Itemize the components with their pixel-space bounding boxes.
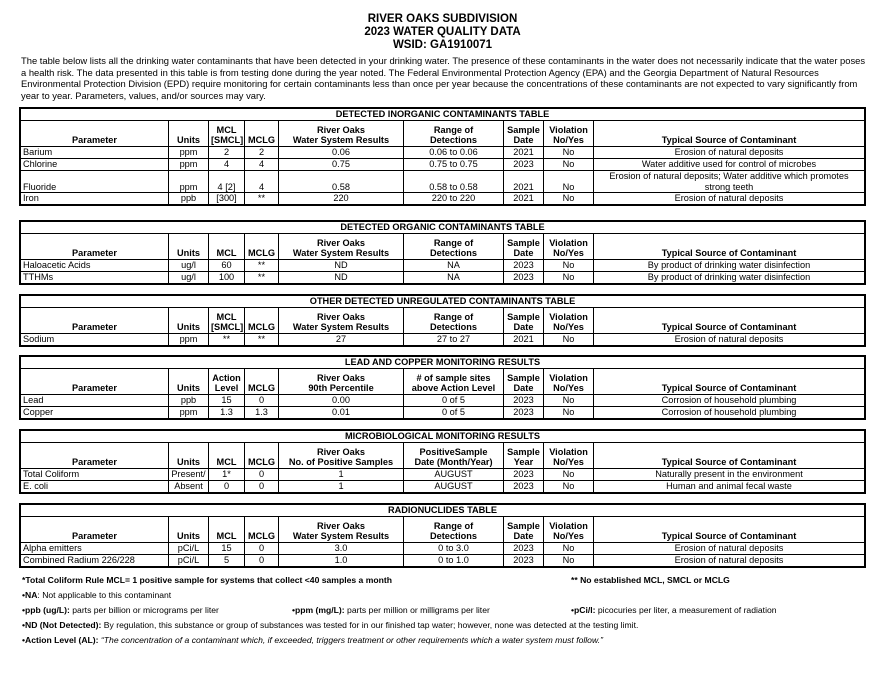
cell-source: Erosion of natural deposits — [594, 555, 865, 567]
cell-units: ppm — [169, 407, 209, 419]
header-mcl: MCL — [209, 517, 245, 543]
cell-source: Erosion of natural deposits — [594, 147, 865, 159]
cell-parameter: Total Coliform — [21, 469, 169, 481]
header-parameter: Parameter — [21, 369, 169, 395]
cell-mclg: 0 — [245, 555, 279, 567]
header-date: Sample Date — [504, 369, 544, 395]
header-units: Units — [169, 121, 209, 147]
cell-units: pCi/L — [169, 555, 209, 567]
cell-source: Erosion of natural deposits — [594, 543, 865, 555]
cell-units: ppm — [169, 147, 209, 159]
cell-violation: No — [544, 260, 594, 272]
organic-grid — [20, 221, 865, 284]
radionuclides-table — [19, 503, 866, 568]
report-title: 2023 WATER QUALITY DATA — [364, 26, 521, 38]
header-row — [21, 369, 865, 395]
header-results: River Oaks Water System Results — [279, 308, 404, 334]
cell-parameter: Copper — [21, 407, 169, 419]
table-title: RADIONUCLIDES TABLE — [21, 505, 865, 517]
header-results: River Oaks Water System Results — [279, 234, 404, 260]
cell-parameter: Haloacetic Acids — [21, 260, 169, 272]
cell-date: 2021 — [504, 171, 544, 193]
cell-mclg: 0 — [245, 469, 279, 481]
cell-violation: No — [544, 272, 594, 284]
cell-units: Present/ — [169, 469, 209, 481]
cell-source: Human and animal fecal waste — [594, 481, 865, 493]
cell-results: ND — [279, 260, 404, 272]
cell-source: Water additive used for control of microbes — [594, 159, 865, 171]
cell-violation: No — [544, 481, 594, 493]
header-source: Typical Source of Contaminant — [594, 369, 865, 395]
cell-range: 0.06 to 0.06 — [404, 147, 504, 159]
cell-date: 2023 — [504, 469, 544, 481]
cell-source: Corrosion of household plumbing — [594, 395, 865, 407]
header-mcl: MCL — [209, 234, 245, 260]
organic-table — [19, 220, 866, 285]
header-source: Typical Source of Contaminant — [594, 308, 865, 334]
header-violation: Violation No/Yes — [544, 121, 594, 147]
header-row — [21, 121, 865, 147]
cell-units: ppm — [169, 159, 209, 171]
cell-units: ppm — [169, 334, 209, 346]
table-row — [21, 334, 865, 346]
cell-parameter: Barium — [21, 147, 169, 159]
document-header — [0, 13, 885, 52]
header-units: Units — [169, 308, 209, 334]
cell-mcl: 15 — [209, 395, 245, 407]
header-mcl: MCL [SMCL] — [209, 308, 245, 334]
cell-violation: No — [544, 555, 594, 567]
cell-mcl: 100 — [209, 272, 245, 284]
header-violation: Violation No/Yes — [544, 369, 594, 395]
cell-range: 0 to 3.0 — [404, 543, 504, 555]
intro-paragraph: The table below lists all the drinking water contaminants that have been detected in your drinking water. The presence of these contaminants in the water does not necessarily indicate that the water poses a health risk. The data presented in this table is from testing done during the year noted. The Federal Environmental Protection Agency (EPA) and the Georgia Department of Natural Resources Environmental Protection Division (EPD) require monitoring for certain contaminants less than once per year because the concentrations of these contaminants are not expected to vary significantly from year to year. Parameters, values, and/or sources may vary. — [21, 55, 866, 101]
unregulated-grid — [20, 295, 865, 346]
header-source: Typical Source of Contaminant — [594, 517, 865, 543]
header-violation: Violation No/Yes — [544, 308, 594, 334]
inorganic-table — [19, 107, 866, 206]
cell-mclg: ** — [245, 260, 279, 272]
table-row — [21, 260, 865, 272]
pci-note: •pCi/l: picocuries per liter, a measurement of radiation — [571, 605, 777, 615]
table-row — [21, 407, 865, 419]
header-range: # of sample sites above Action Level — [404, 369, 504, 395]
cell-violation: No — [544, 147, 594, 159]
cell-mclg: 0 — [245, 481, 279, 493]
cell-range: 0 to 1.0 — [404, 555, 504, 567]
cell-source: Erosion of natural deposits — [594, 193, 865, 205]
header-range: PositiveSample Date (Month/Year) — [404, 443, 504, 469]
cell-violation: No — [544, 159, 594, 171]
cell-units: ppb — [169, 395, 209, 407]
header-date: Sample Year — [504, 443, 544, 469]
table-row — [21, 171, 865, 193]
header-violation: Violation No/Yes — [544, 443, 594, 469]
cell-results: 0.01 — [279, 407, 404, 419]
header-mclg: MCLG — [245, 369, 279, 395]
header-results: River Oaks Water System Results — [279, 517, 404, 543]
cell-parameter: Lead — [21, 395, 169, 407]
table-title: DETECTED ORGANIC CONTAMINANTS TABLE — [21, 222, 865, 234]
cell-date: 2023 — [504, 260, 544, 272]
cell-date: 2023 — [504, 407, 544, 419]
cell-mclg: 4 — [245, 159, 279, 171]
cell-date: 2021 — [504, 334, 544, 346]
cell-units: Absent — [169, 481, 209, 493]
header-units: Units — [169, 443, 209, 469]
cell-range: 220 to 220 — [404, 193, 504, 205]
table-row — [21, 193, 865, 205]
header-range: Range of Detections — [404, 121, 504, 147]
cell-date: 2023 — [504, 555, 544, 567]
lead-copper-table — [19, 355, 866, 420]
cell-parameter: E. coli — [21, 481, 169, 493]
cell-mclg: 1.3 — [245, 407, 279, 419]
cell-source: Corrosion of household plumbing — [594, 407, 865, 419]
cell-violation: No — [544, 193, 594, 205]
header-date: Sample Date — [504, 308, 544, 334]
table-title: OTHER DETECTED UNREGULATED CONTAMINANTS TABLE — [21, 296, 865, 308]
cell-range: 27 to 27 — [404, 334, 504, 346]
table-row — [21, 555, 865, 567]
micro-grid — [20, 430, 865, 493]
microbiological-table — [19, 429, 866, 494]
header-results: River Oaks 90th Percentile — [279, 369, 404, 395]
cell-parameter: Sodium — [21, 334, 169, 346]
header-date: Sample Date — [504, 121, 544, 147]
cell-range: 0 of 5 — [404, 395, 504, 407]
leadcopper-grid — [20, 356, 865, 419]
na-note: •NA: Not applicable to this contaminant — [22, 590, 172, 600]
cell-source: By product of drinking water disinfection — [594, 272, 865, 284]
header-mcl: Action Level — [209, 369, 245, 395]
cell-date: 2021 — [504, 147, 544, 159]
cell-mcl: 0 — [209, 481, 245, 493]
cell-results: 0.06 — [279, 147, 404, 159]
table-row — [21, 147, 865, 159]
header-mclg: MCLG — [245, 443, 279, 469]
cell-mclg: 0 — [245, 395, 279, 407]
action-level-note: •Action Level (AL): “The concentration of a contaminant which, if exceeded, triggers treatment or other requirements which a water system must follow.” — [22, 635, 603, 645]
header-range: Range of Detections — [404, 517, 504, 543]
header-row — [21, 234, 865, 260]
cell-violation: No — [544, 469, 594, 481]
cell-range: AUGUST — [404, 481, 504, 493]
cell-mcl: 60 — [209, 260, 245, 272]
cell-range: 0.58 to 0.58 — [404, 171, 504, 193]
cell-violation: No — [544, 407, 594, 419]
cell-results: 0.75 — [279, 159, 404, 171]
cell-mcl: 4 [2] — [209, 171, 245, 193]
cell-parameter: Alpha emitters — [21, 543, 169, 555]
header-mcl: MCL [SMCL] — [209, 121, 245, 147]
cell-range: 0.75 to 0.75 — [404, 159, 504, 171]
table-row — [21, 395, 865, 407]
cell-units: ug/l — [169, 260, 209, 272]
no-mcl-note: ** No established MCL, SMCL or MCLG — [571, 575, 730, 585]
header-units: Units — [169, 517, 209, 543]
cell-mclg: 2 — [245, 147, 279, 159]
cell-range: AUGUST — [404, 469, 504, 481]
cell-units: ug/l — [169, 272, 209, 284]
header-violation: Violation No/Yes — [544, 517, 594, 543]
header-mclg: MCLG — [245, 517, 279, 543]
header-date: Sample Date — [504, 517, 544, 543]
cell-parameter: Iron — [21, 193, 169, 205]
cell-mclg: 4 — [245, 171, 279, 193]
header-mcl: MCL — [209, 443, 245, 469]
cell-mclg: 0 — [245, 543, 279, 555]
header-row — [21, 517, 865, 543]
table-title: MICROBIOLOGICAL MONITORING RESULTS — [21, 431, 865, 443]
cell-violation: No — [544, 543, 594, 555]
table-row — [21, 159, 865, 171]
cell-results: 3.0 — [279, 543, 404, 555]
radio-grid — [20, 504, 865, 567]
cell-parameter: TTHMs — [21, 272, 169, 284]
cell-units: pCi/L — [169, 543, 209, 555]
header-source: Typical Source of Contaminant — [594, 443, 865, 469]
cell-mcl: 5 — [209, 555, 245, 567]
cell-results: 1 — [279, 481, 404, 493]
cell-results: 0.00 — [279, 395, 404, 407]
cell-range: NA — [404, 260, 504, 272]
cell-date: 2023 — [504, 481, 544, 493]
cell-mclg: ** — [245, 334, 279, 346]
cell-source: By product of drinking water disinfection — [594, 260, 865, 272]
cell-mcl: 4 — [209, 159, 245, 171]
header-mclg: MCLG — [245, 234, 279, 260]
cell-results: 0.58 — [279, 171, 404, 193]
cell-units: ppm — [169, 171, 209, 193]
header-mclg: MCLG — [245, 308, 279, 334]
ppb-note: •ppb (ug/L): parts per billion or micrograms per liter — [22, 605, 219, 615]
header-range: Range of Detections — [404, 308, 504, 334]
header-mclg: MCLG — [245, 121, 279, 147]
header-row — [21, 443, 865, 469]
cell-results: 27 — [279, 334, 404, 346]
cell-mcl: 1.3 — [209, 407, 245, 419]
cell-date: 2021 — [504, 193, 544, 205]
header-parameter: Parameter — [21, 234, 169, 260]
cell-date: 2023 — [504, 159, 544, 171]
nd-note: •ND (Not Detected): By regulation, this substance or group of substances was tested for in our finished tap water; however, none was detected at the testing limit. — [22, 620, 639, 630]
table-row — [21, 543, 865, 555]
header-range: Range of Detections — [404, 234, 504, 260]
header-parameter: Parameter — [21, 121, 169, 147]
cell-mclg: ** — [245, 272, 279, 284]
coliform-rule-note: *Total Coliform Rule MCL= 1 positive sample for systems that collect <40 samples a month — [22, 575, 392, 585]
cell-violation: No — [544, 395, 594, 407]
header-units: Units — [169, 234, 209, 260]
cell-parameter: Fluoride — [21, 171, 169, 193]
cell-results: 1.0 — [279, 555, 404, 567]
cell-date: 2023 — [504, 395, 544, 407]
header-source: Typical Source of Contaminant — [594, 234, 865, 260]
header-parameter: Parameter — [21, 443, 169, 469]
cell-date: 2023 — [504, 272, 544, 284]
cell-source: Erosion of natural deposits; Water additive which promotes strong teeth — [594, 171, 865, 193]
cell-range: NA — [404, 272, 504, 284]
header-source: Typical Source of Contaminant — [594, 121, 865, 147]
cell-mcl: ** — [209, 334, 245, 346]
header-results: River Oaks No. of Positive Samples — [279, 443, 404, 469]
table-row — [21, 469, 865, 481]
table-title: DETECTED INORGANIC CONTAMINANTS TABLE — [21, 109, 865, 121]
cell-violation: No — [544, 334, 594, 346]
cell-units: ppb — [169, 193, 209, 205]
header-violation: Violation No/Yes — [544, 234, 594, 260]
cell-results: 1 — [279, 469, 404, 481]
header-results: River Oaks Water System Results — [279, 121, 404, 147]
table-row — [21, 481, 865, 493]
ppm-note: •ppm (mg/L): parts per million or milligrams per liter — [292, 605, 490, 615]
subdivision-title: RIVER OAKS SUBDIVISION — [367, 13, 518, 25]
cell-parameter: Chlorine — [21, 159, 169, 171]
header-units: Units — [169, 369, 209, 395]
cell-results: 220 — [279, 193, 404, 205]
unregulated-table — [19, 294, 866, 347]
cell-date: 2023 — [504, 543, 544, 555]
cell-mcl: 1* — [209, 469, 245, 481]
cell-mcl: 2 — [209, 147, 245, 159]
cell-range: 0 of 5 — [404, 407, 504, 419]
cell-violation: No — [544, 171, 594, 193]
cell-mcl: 15 — [209, 543, 245, 555]
cell-source: Erosion of natural deposits — [594, 334, 865, 346]
wsid-title: WSID: GA1910071 — [392, 39, 493, 51]
cell-mclg: ** — [245, 193, 279, 205]
cell-results: ND — [279, 272, 404, 284]
header-parameter: Parameter — [21, 517, 169, 543]
cell-parameter: Combined Radium 226/228 — [21, 555, 169, 567]
inorganic-grid — [20, 108, 865, 205]
header-row — [21, 308, 865, 334]
cell-source: Naturally present in the environment — [594, 469, 865, 481]
header-parameter: Parameter — [21, 308, 169, 334]
table-row — [21, 272, 865, 284]
table-title: LEAD AND COPPER MONITORING RESULTS — [21, 357, 865, 369]
header-date: Sample Date — [504, 234, 544, 260]
cell-mcl: [300] — [209, 193, 245, 205]
